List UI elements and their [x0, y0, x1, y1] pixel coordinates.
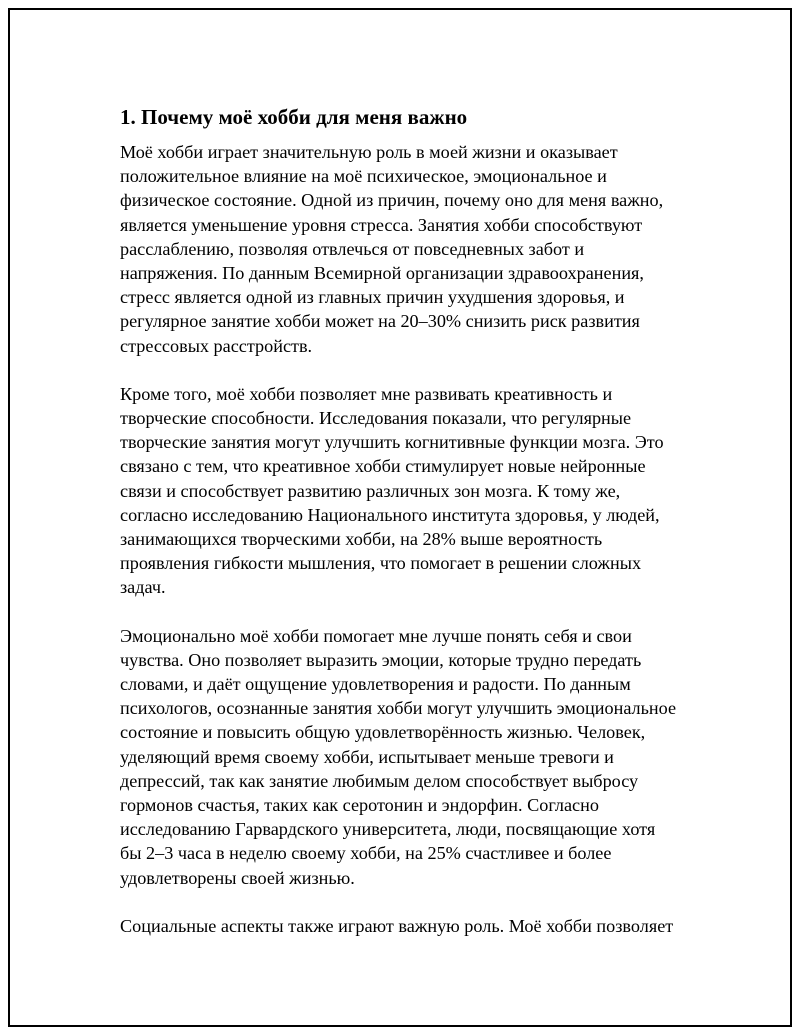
- paragraph-line: исследованию Гарвардского университета, люди, посвящающие хотя: [120, 819, 656, 840]
- paragraph-line: стресс является одной из главных причин ухудшения здоровья, и: [120, 287, 625, 308]
- paragraph-line: занимающихся творческими хобби, на 28% выше вероятность: [120, 529, 603, 550]
- paragraph-line: словами, и даёт ощущение удовлетворения и радости. По данным: [120, 674, 631, 695]
- paragraph: [120, 624, 700, 890]
- paragraph-line: Моё хобби играет значительную роль в моей жизни и оказывает: [120, 142, 618, 162]
- paragraph-line: бы 2–3 часа в неделю своему хобби, на 25% счастливее и более: [120, 843, 612, 864]
- paragraph-line: связи и способствует развитию различных зон мозга. К тому же,: [120, 480, 621, 501]
- paragraph-line: проявления гибкости мышления, что помогает в решении сложных: [120, 553, 642, 574]
- paragraph: [120, 140, 700, 358]
- paragraph-line: является уменьшение уровня стресса. Занятия хобби способствуют: [120, 214, 643, 235]
- paragraph-line: Социальные аспекты также играют важную роль. Моё хобби позволяет: [120, 915, 674, 936]
- paragraph-line: стрессовых расстройств.: [120, 335, 313, 356]
- paragraph-line: депрессий, так как занятие любимым делом способствует выбросу: [120, 770, 639, 791]
- paragraph-line: регулярное занятие хобби может на 20–30% снизить риск развития: [120, 311, 640, 332]
- paragraph: [120, 914, 700, 938]
- paragraph-line: положительное влияние на моё психическое, эмоциональное и: [120, 166, 607, 187]
- paragraph-line: удовлетворены своей жизнью.: [120, 867, 355, 888]
- document-body: [120, 104, 700, 962]
- paragraphs-container: [120, 140, 700, 938]
- paragraph-line: состояние и повысить общую удовлетворённость жизнью. Человек,: [120, 722, 646, 743]
- paragraph-line: задач.: [120, 577, 166, 598]
- paragraph-line: творческие способности. Исследования показали, что регулярные: [120, 408, 632, 429]
- section-heading: 1. Почему моё хобби для меня важно: [120, 105, 468, 129]
- paragraph-line: психологов, осознанные занятия хобби могут улучшить эмоциональное: [120, 698, 677, 719]
- paragraph: [120, 382, 700, 600]
- paragraph-line: расслаблению, позволяя отвлечься от повседневных забот и: [120, 238, 585, 259]
- page-frame: [8, 8, 792, 1027]
- paragraph-line: напряжения. По данным Всемирной организации здравоохранения,: [120, 263, 644, 284]
- paragraph-line: Эмоционально моё хобби помогает мне лучше понять себя и свои: [120, 625, 632, 646]
- paragraph-line: связано с тем, что креативное хобби стимулирует новые нейронные: [120, 456, 646, 477]
- paragraph-line: физическое состояние. Одной из причин, почему оно для меня важно,: [120, 190, 664, 211]
- paragraph-line: гормонов счастья, таких как серотонин и эндорфин. Согласно: [120, 795, 599, 816]
- paragraph-line: творческие занятия могут улучшить когнитивные функции мозга. Это: [120, 432, 664, 453]
- paragraph-line: уделяющий время своему хобби, испытывает меньше тревоги и: [120, 746, 614, 767]
- paragraph-line: чувства. Оно позволяет выразить эмоции, которые трудно передать: [120, 649, 642, 670]
- paragraph-line: согласно исследованию Национального института здоровья, у людей,: [120, 504, 660, 525]
- paragraph-line: Кроме того, моё хобби позволяет мне развивать креативность и: [120, 383, 613, 404]
